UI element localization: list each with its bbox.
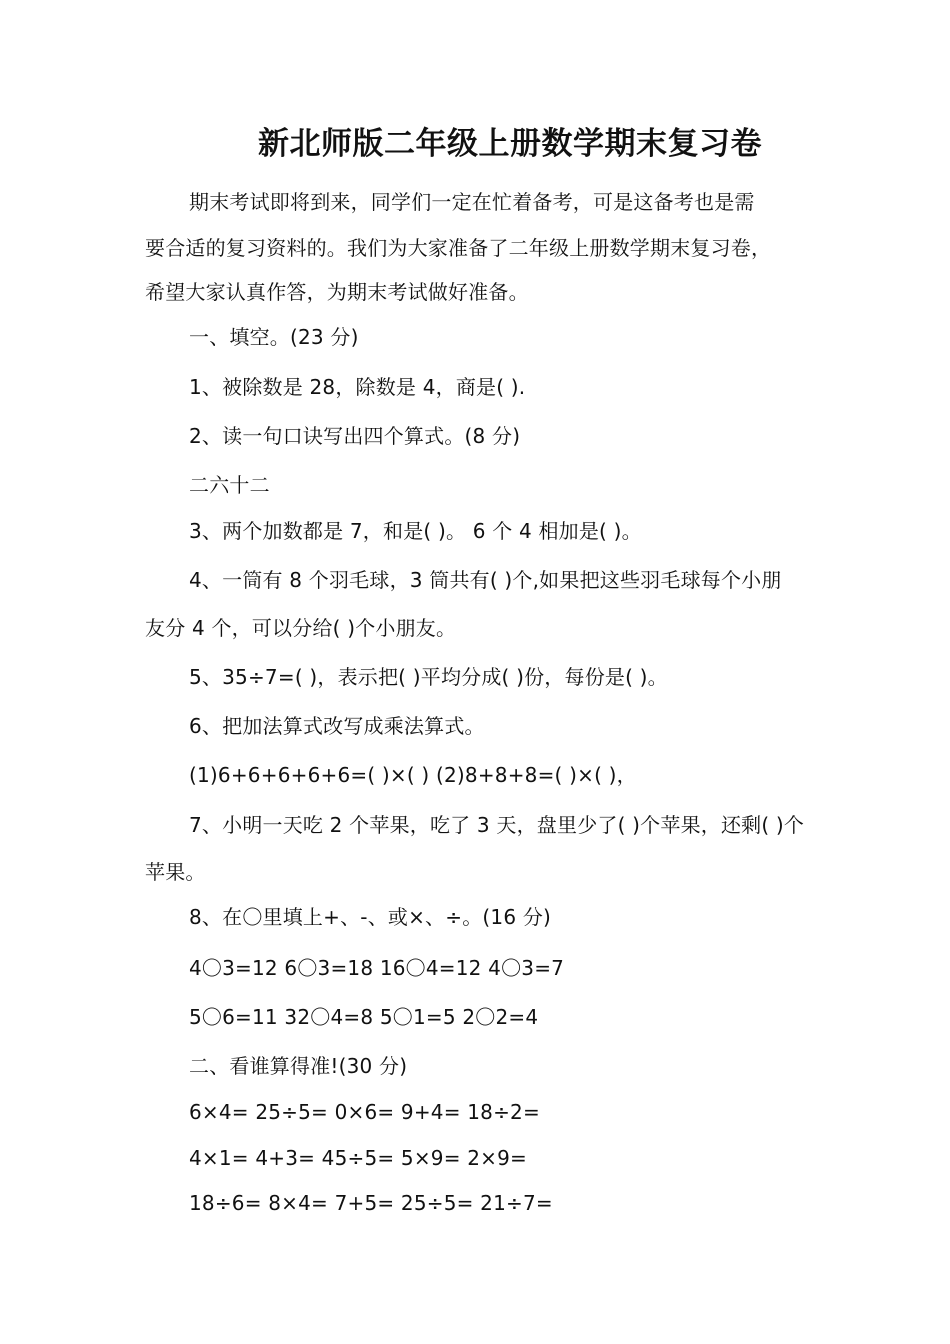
question-7-line-2: 苹果。 xyxy=(145,860,206,884)
document-title: 新北师版二年级上册数学期末复习卷 xyxy=(258,126,762,162)
question-2-rhyme: 二六十二 xyxy=(189,473,270,497)
question-3: 3、两个加数都是 7，和是( )。 6 个 4 相加是( )。 xyxy=(189,519,642,543)
calc-row-3: 18÷6= 8×4= 7+5= 25÷5= 21÷7= xyxy=(189,1191,553,1215)
question-8-row-1: 4〇3=12 6〇3=18 16〇4=12 4〇3=7 xyxy=(189,956,565,980)
question-6: 6、把加法算式改写成乘法算式。 xyxy=(189,714,485,738)
intro-line-1: 期末考试即将到来，同学们一定在忙着备考，可是这备考也是需 xyxy=(189,190,755,214)
question-7-line-1: 7、小明一天吃 2 个苹果，吃了 3 天，盘里少了( )个苹果，还剩( )个 xyxy=(189,813,805,837)
question-4-line-2: 友分 4 个，可以分给( )个小朋友。 xyxy=(145,616,457,640)
question-6-items: (1)6+6+6+6+6=( )×( ) (2)8+8+8=( )×( )， xyxy=(189,763,637,787)
question-8: 8、在〇里填上+、-、或×、÷。(16 分) xyxy=(189,905,552,929)
question-1: 1、被除数是 28，除数是 4，商是( ). xyxy=(189,375,526,399)
calc-row-2: 4×1= 4+3= 45÷5= 5×9= 2×9= xyxy=(189,1146,527,1170)
intro-line-2: 要合适的复习资料的。我们为大家准备了二年级上册数学期末复习卷， xyxy=(145,236,772,260)
intro-line-3: 希望大家认真作答，为期末考试做好准备。 xyxy=(145,280,529,304)
question-5: 5、35÷7=( )，表示把( )平均分成( )份，每份是( )。 xyxy=(189,665,668,689)
question-8-row-2: 5〇6=11 32〇4=8 5〇1=5 2〇2=4 xyxy=(189,1005,539,1029)
section-2-heading: 二、看谁算得准!(30 分) xyxy=(189,1054,408,1078)
calc-row-1: 6×4= 25÷5= 0×6= 9+4= 18÷2= xyxy=(189,1100,540,1124)
question-4-line-1: 4、一筒有 8 个羽毛球，3 筒共有( )个,如果把这些羽毛球每个小朋 xyxy=(189,568,782,592)
question-2: 2、读一句口诀写出四个算式。(8 分) xyxy=(189,424,521,448)
section-1-heading: 一、填空。(23 分) xyxy=(189,325,359,349)
